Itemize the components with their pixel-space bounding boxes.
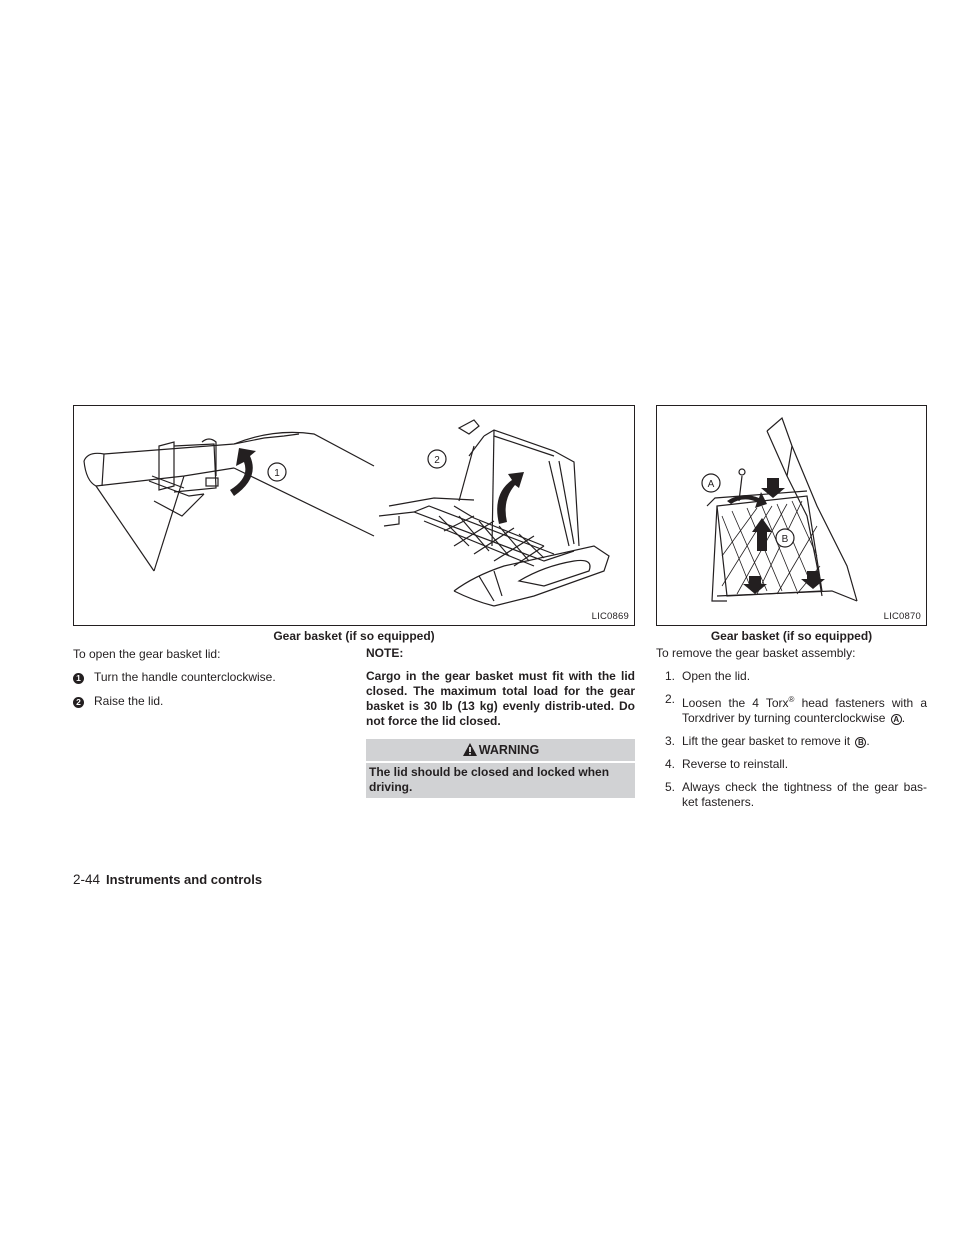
warning-header [366,739,635,761]
marker-a: A [891,714,902,725]
step-text: Reverse to reinstall. [682,757,789,771]
callout-a-label: A [707,479,715,490]
figure-gear-basket-remove [656,405,927,626]
step-end: . [901,711,906,725]
callout-1-label: 1 [274,468,280,479]
step-number: 1. [665,669,676,683]
remove-step-5 [656,780,927,810]
warning-title: WARNING [478,743,540,757]
step-text: Lift the gear basket to remove it [682,734,854,748]
remove-step-2 [656,692,927,726]
remove-steps [656,669,927,818]
note-body: Cargo in the gear basket must fit with the lid closed. The maximum total load for the gear basket is 30 lb (13 kg) evenly distrib-uted. Do not force the lid closed. [366,669,635,728]
remove-step-4 [656,757,927,772]
step-text: Always check the tightness of the gear bas-ket fasteners. [682,780,927,809]
gear-basket-open-illustration [74,406,634,625]
step-text: Turn the handle counterclockwise. [94,670,276,684]
gear-basket-remove-illustration [657,406,926,625]
step-number: 5. [665,780,676,794]
step-number: 2. [665,692,676,706]
callout-b-label: B [781,534,789,545]
remove-intro: To remove the gear basket assembly: [656,646,856,660]
step-end: . [866,734,870,748]
note-title: NOTE: [366,646,404,660]
open-lid-step-2 [73,694,353,709]
step-number: 4. [665,757,676,771]
step-text: Open the lid. [682,669,751,683]
open-lid-intro: To open the gear basket lid: [73,647,221,661]
step-text: Raise the lid. [94,694,164,708]
step-number: 3. [665,734,676,748]
figure-code: LIC0870 [883,611,921,622]
step-marker-1: 1 [73,673,84,684]
page-footer [73,872,262,887]
callout-2-label: 2 [434,455,440,466]
step-text: head fasteners with a Torxdriver by turning counterclockwise [682,696,928,725]
figure-gear-basket-open [73,405,635,626]
warning-triangle-icon [462,742,478,757]
registered-mark: ® [788,695,795,704]
figure-caption: Gear basket (if so equipped) [273,629,435,643]
step-text: Loosen the 4 Torx [682,696,789,710]
figure-code: LIC0869 [591,611,629,622]
marker-b: B [855,737,866,748]
page-number: 2-44 [73,872,101,887]
warning-body: The lid should be closed and locked when driving. [366,763,635,798]
remove-step-3 [656,734,927,749]
remove-step-1 [656,669,927,684]
step-marker-2: 2 [73,697,84,708]
section-title: Instruments and controls [106,872,263,887]
figure-caption: Gear basket (if so equipped) [710,629,873,643]
open-lid-step-1 [73,670,353,685]
